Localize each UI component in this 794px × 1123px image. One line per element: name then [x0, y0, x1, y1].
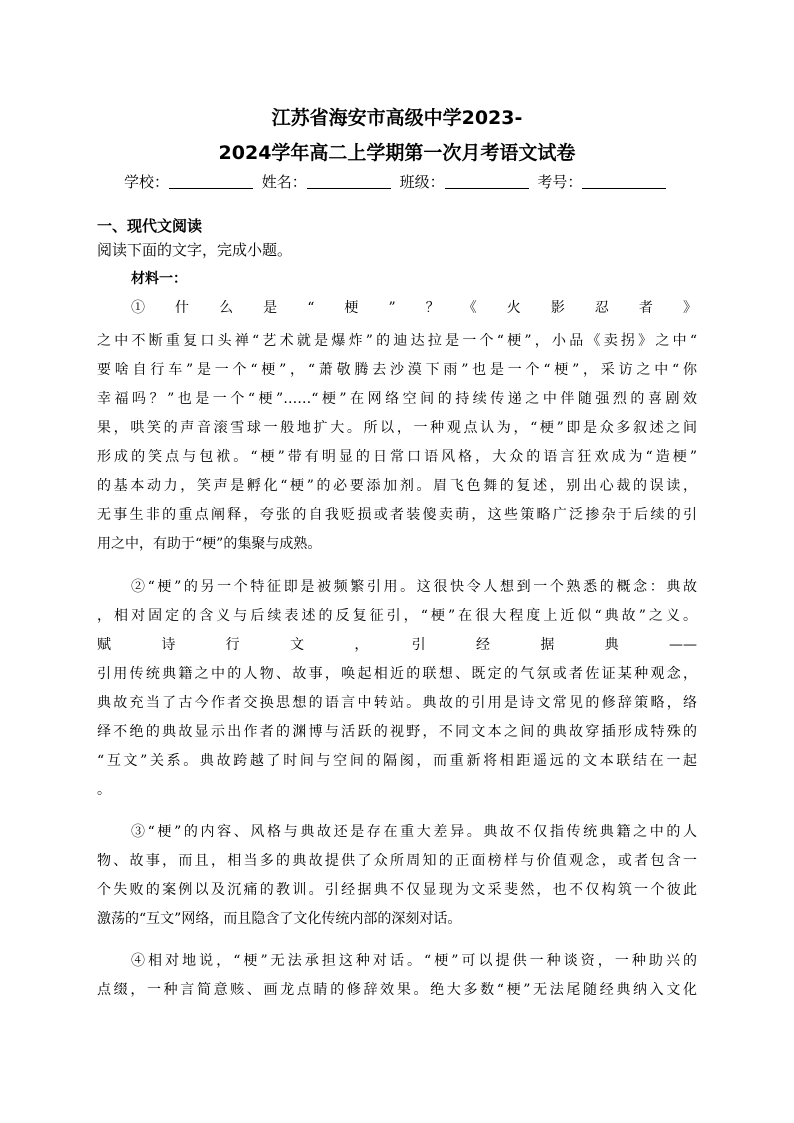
text-line: 幸福吗？”也是一个“梗”……“梗”在网络空间的持续传递之中伴随强烈的喜剧效: [97, 391, 697, 407]
exam-title-line-2: 2024学年高二上学期第一次月考语文试卷: [218, 142, 576, 164]
text-line: 之中不断重复口头禅“艺术就是爆炸”的迪达拉是一个“梗”，小品《卖拐》之中“: [97, 333, 697, 349]
text-line: 绎不绝的典故显示出作者的渊博与活跃的视野，不同文本之间的典故穿插形成特殊的: [97, 724, 697, 740]
name-label: 姓名：: [261, 173, 307, 191]
material-label: 材料一：: [131, 271, 187, 287]
exam-title-line-1: 江苏省海安市高级中学2023-: [271, 107, 523, 129]
text-line: ，相对固定的含义与后续表述的反复征引，“梗”在很大程度上近似“典故”之义。: [97, 608, 697, 624]
student-info-line: [124, 171, 670, 192]
text-line: 引用传统典籍之中的人物、故事，唤起相近的联想、既定的气氛或者佐证某种观念，: [97, 666, 697, 682]
reading-instruction: 阅读下面的文字，完成小题。: [97, 241, 293, 259]
name-blank[interactable]: [307, 174, 391, 189]
exam-number-blank[interactable]: [582, 174, 666, 189]
text-line: “互文”关系。典故跨越了时间与空间的隔阂，而重新将相距遥远的文本联结在一起: [97, 753, 697, 769]
text-line: 形成的笑点与包袱。“梗”带有明显的日常口语风格，大众的语言狂欢成为“造梗”: [97, 449, 697, 465]
text-line: 要啥自行车”是一个“梗”，“萧敬腾去沙漠下雨”也是一个“梗”，采访之中“你: [97, 362, 697, 378]
text-line: 激荡的“互文”网络，而且隐含了文化传统内部的深刻对话。: [97, 911, 462, 927]
text-line: 赋 诗 行 文 ， 引 经 据 典 ——: [97, 637, 697, 653]
text-line: 用之中，有助于“梗”的集聚与成熟。: [97, 536, 322, 552]
text-line: 无事生非的重点阐释，夸张的自我贬损或者装傻卖萌，这些策略广泛掺杂于后续的引: [97, 507, 697, 523]
text-line: ②“梗”的另一个特征即是被频繁引用。这很快令人想到一个熟悉的概念：典故: [131, 579, 697, 595]
school-blank[interactable]: [169, 174, 253, 189]
text-line: ③“梗”的内容、风格与典故还是存在重大差异。典故不仅指传统典籍之中的人: [131, 824, 697, 840]
exam-number-label: 考号：: [537, 173, 583, 191]
text-line: 物、故事，而且，相当多的典故提供了众所周知的正面榜样与价值观念，或者包含一: [97, 853, 697, 869]
text-line: ④相对地说，“梗”无法承担这种对话。“梗”可以提供一种谈资，一种助兴的: [131, 953, 697, 969]
text-line: 。: [97, 782, 111, 798]
text-line: 点缀，一种言简意赅、画龙点睛的修辞效果。绝大多数“梗”无法尾随经典纳入文化: [97, 982, 697, 998]
text-line: 果，哄笑的声音滚雪球一般地扩大。所以，一种观点认为，“梗”即是众多叙述之间: [97, 420, 697, 436]
text-line: 典故充当了古今作者交换思想的语言中转站。典故的引用是诗文常见的修辞策略，络: [97, 695, 697, 711]
text-line: ① 什 么 是 “ 梗 ” ？ 《 火 影 忍 者 》: [131, 300, 697, 316]
text-line: 的基本动力，笑声是孵化“梗”的必要添加剂。眉飞色舞的复述，别出心裁的误读，: [97, 478, 697, 494]
class-blank[interactable]: [445, 174, 529, 189]
section-heading: 一、现代文阅读: [97, 217, 203, 235]
text-line: 个失败的案例以及沉痛的教训。引经据典不仅显现为文采斐然，也不仅构筑一个彼此: [97, 882, 697, 898]
school-label: 学校：: [124, 173, 170, 191]
class-label: 班级：: [399, 173, 445, 191]
